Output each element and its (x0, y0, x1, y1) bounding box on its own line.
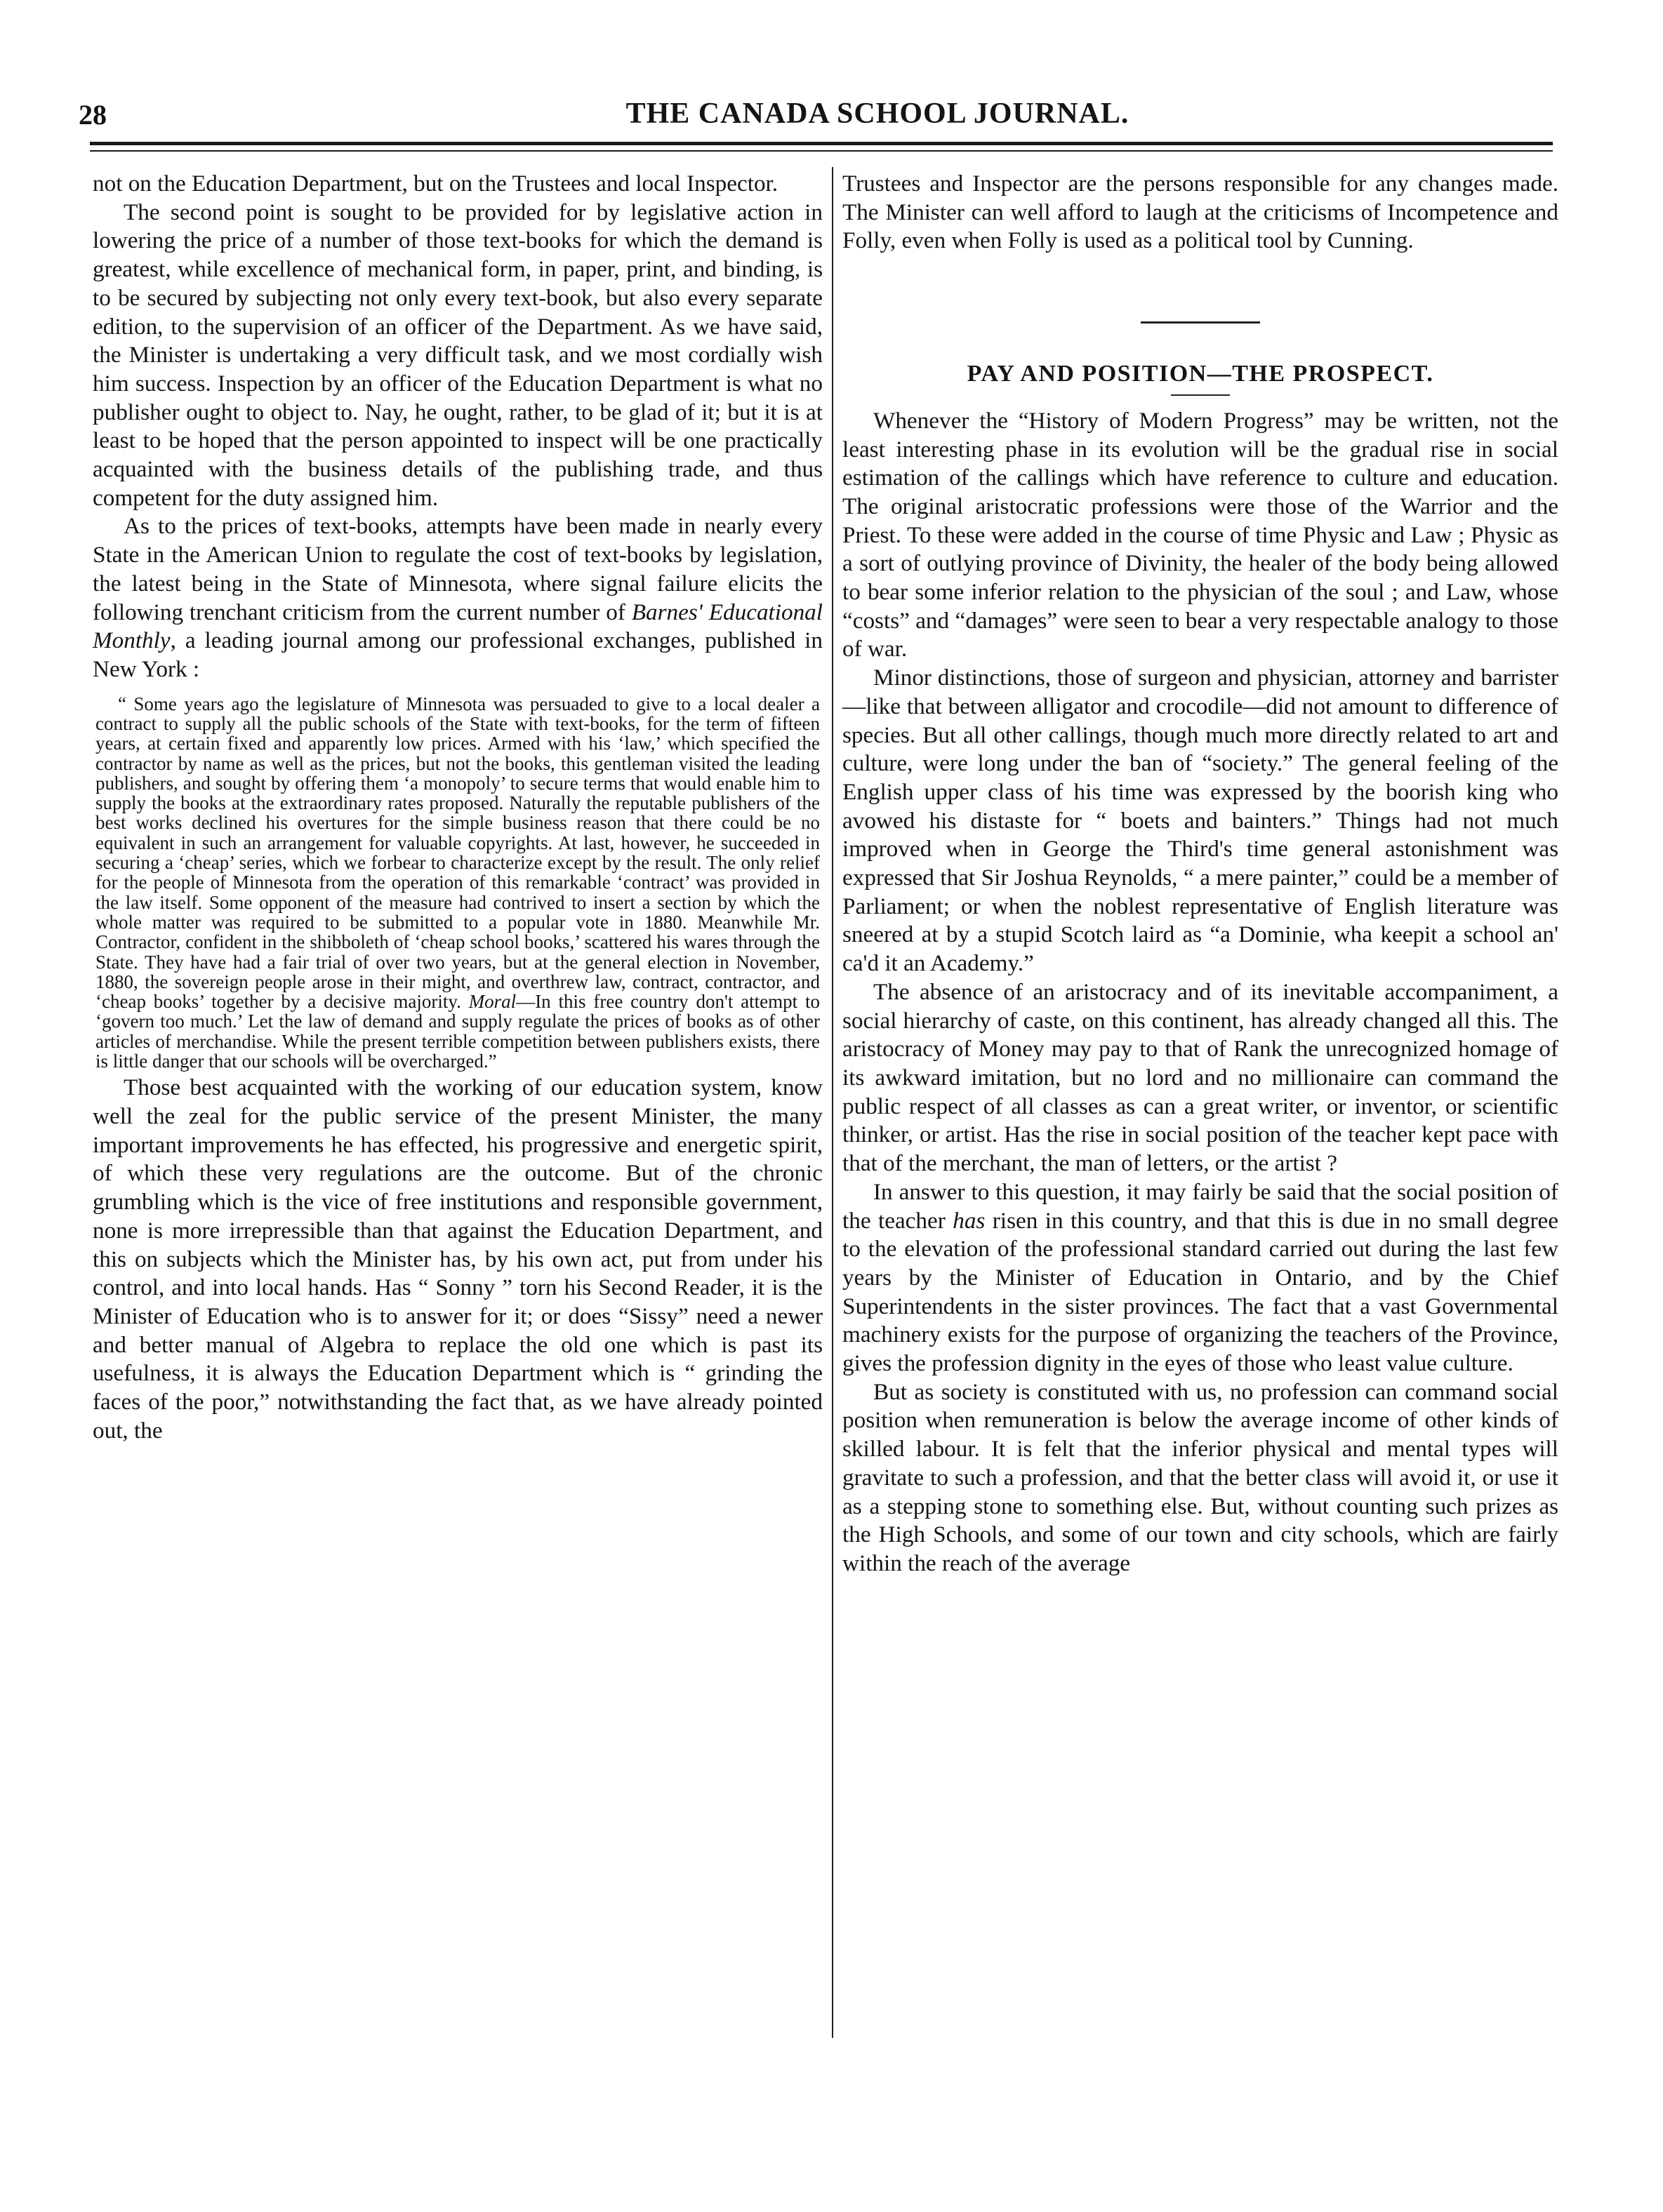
paragraph: Whenever the “History of Modern Progress” may be written, not the least interesting phase in its evolution will be the gradual rise in social estimation of the callings which have reference to culture and education. The original aristocratic professions were those of the Warrior and the Priest. To these were added in the course of time Physic and Law ; Physic as a sort of outlying province of Divinity, the healer of the body being allowed to bear some inferior relation to the physician of the soul ; and Law, whose “costs” and “damages” were seen to bear a very respectable analogy to those of war. (842, 407, 1558, 662)
paragraph: The second point is sought to be provided for by legislative action in lowering the price of a number of those text-books for which the demand is greatest, while excellence of mechanical form, in paper, print, and binding, is to be secured by subjecting not only every text-book, but also every separate edition, to the supervision of an officer of the Department. As we have said, the Minister is undertaking a very difficult task, and we most cordially wish him success. Inspection by an officer of the Education Department is what no publisher ought to object to. Nay, he ought, rather, to be glad of it; but it is at least to be hoped that the person appointed to inspect will be one practically acquainted with the business details of the publishing trade, and thus competent for the duty assigned him. (93, 199, 823, 511)
paragraph: The absence of an aristocracy and of its inevitable accompaniment, a social hierarchy of caste, on this continent, has already changed all this. The aristocracy of Money may pay to that of Rank the unrecognized homage of its awkward imitation, but no lord and no millionaire can command the public respect of all classes as can a great writer, or inventor, or scientific thinker, or artist. Has the rise in social position of the teacher kept pace with that of the merchant, the man of letters, or the artist ? (842, 978, 1558, 1177)
paragraph-text: In answer to this question, it may fairly be said that the social position of the teacher (842, 1178, 1558, 1234)
left-column (93, 170, 823, 1445)
publication-title: Barnes' Educational Monthly (93, 599, 823, 654)
section-break-rule (1141, 321, 1260, 324)
header-rule-thick (90, 142, 1553, 145)
paragraph: Minor distinctions, those of surgeon and physician, attorney and barrister—like that between alligator and crocodile—did not amount to difference of species. But all other callings, though much more directly related to art and culture, were long under the ban of “society.” The general feeling of the English upper class of his time was expressed by the boorish king who avowed his distaste for “ boets and bainters.” Things had not much improved when in George the Third's time general astonishment was expressed that Sir Joshua Reynolds, “ a mere painter,” could be a member of Parliament; or when the noblest representative of English literature was sneered at by a stupid Scotch laird as “a Dominie, wha keepit a school an' ca'd it an Academy.” (842, 665, 1558, 977)
quote-part: —In this free country don't attempt to ‘govern too much.’ Let the law of demand and supply regulate the prices of books as of other articles of merchandise. While the present terrible competition between publishers exists, there is little danger that our schools will be overcharged.” (95, 991, 820, 1072)
header-rule-thin (90, 150, 1553, 152)
quote-text (95, 694, 820, 1072)
paragraph: But as society is constituted with us, no profession can command social position when remuneration is below the average income of other kinds of skilled labour. It is felt that the inferior physical and mental types will gravitate to such a profession, and that the better class will avoid it, or use it as a stepping stone to something else. But, without counting such prizes as the High Schools, and some of our town and city schools, which are fairly within the reach of the average (842, 1378, 1558, 1576)
quote-emphasis: Moral (468, 991, 517, 1013)
paragraph-text: As to the prices of text-books, attempts have been made in nearly every State in the American Union to regulate the cost of text-books by legislation, the latest being in the State of Minnesota, where signal failure elicits the following trenchant criticism from the current number of (93, 513, 823, 625)
title-underline (1171, 394, 1230, 396)
block-quote (95, 694, 820, 1072)
paragraph: not on the Education Department, but on the Trustees and local Inspector. (93, 171, 779, 196)
page-number: 28 (79, 99, 107, 131)
emphasis: has (953, 1207, 986, 1234)
paragraph (842, 1178, 1558, 1378)
running-head: THE CANADA SCHOOL JOURNAL. (625, 98, 1129, 130)
right-column (842, 170, 1558, 1578)
quote-part: “ Some years ago the legislature of Minnesota was persuaded to give to a local dealer a contract to supply all the public schools of the State with text-books, for the term of fifteen years, at certain fixed and apparently low prices. Armed with his ‘law,’ which specified the contractor by name as well as the prices, but not the books, this gentleman visited the leading publishers, and sought by offering them ‘a monopoly’ to secure terms that would enable him to supply the books at the extraordinary rates proposed. Naturally the reputable publishers of the best works declined his overtures for the simple business reason that there could be no equivalent in such an arrangement for valuable copyrights. At last, however, he succeeded in securing a ‘cheap’ series, which we forbear to characterize except by the result. The only relief for the people of Minnesota from the operation of this remarkable ‘contract’ was provided in the law itself. Some opponent of the measure had contrived to insert a section by which the whole matter was required to be submitted to a popular vote in 1880. Meanwhile Mr. Contractor, confident in the shibboleth of ‘cheap school books,’ scattered his wares through the State. They have had a fair trial of over two years, but at the general election in November, 1880, the sovereign people arose in their might, and overthrew law, contract, contractor, and ‘cheap books’ together by a decisive majority. (95, 693, 820, 1013)
paragraph: Those best acquainted with the working of our education system, know well the zeal for the public service of the present Minister, the many important improvements he has effected, his progressive and energetic spirit, of which these very regulations are the outcome. But of the chronic grumbling which is the vice of free institutions and responsible government, none is more irrepressible than that against the Education Department, and this on subjects which the Minister has, by his own act, put from under his control, and into local hands. Has “ Sonny ” torn his Second Reader, it is the Minister of Education who is to answer for it; or does “Sissy” need a newer and better manual of Algebra to replace the old one which is past its usefulness, it is always the Education Department which is “ grinding the faces of the poor,” notwithstanding the fact that, as we have already pointed out, the (93, 1074, 823, 1444)
column-divider (832, 167, 833, 2038)
section-title: PAY AND POSITION—THE PROSPECT. (967, 361, 1434, 387)
paragraph-text: , a leading journal among our professional exchanges, published in New York : (93, 627, 823, 682)
paragraph-text: risen in this country, and that this is due in no small degree to the elevation of the professional standard carried out during the last few years by the Minister of Education in Ontario, and by the Chief Superintendents in the sister provinces. The fact that a vast Governmental machinery exists for the purpose of organizing the teachers of the Province, gives the profession dignity in the eyes of those who least value culture. (842, 1207, 1558, 1377)
paragraph: Trustees and Inspector are the persons responsible for any changes made. The Minister can well afford to laugh at the criticisms of Incompetence and Folly, even when Folly is used as a political tool by Cunning. (842, 171, 1558, 254)
paragraph (93, 512, 823, 684)
